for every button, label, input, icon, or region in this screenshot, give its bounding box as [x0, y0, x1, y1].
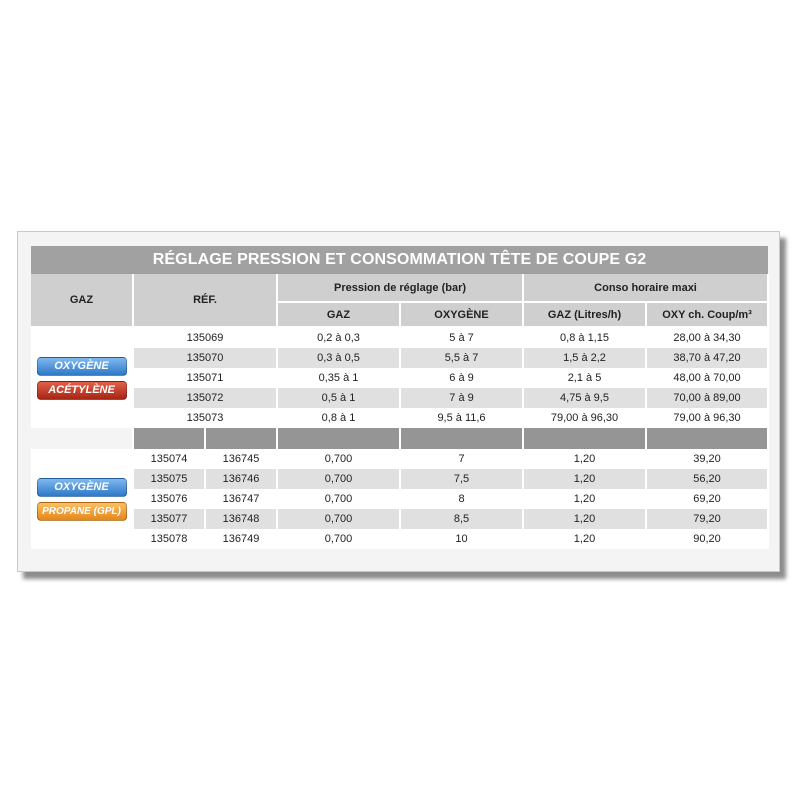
cell-pression-oxy: 5 à 7: [400, 327, 523, 348]
table-row: [31, 348, 768, 368]
settings-table: [31, 274, 769, 549]
header-pression-group: Pression de réglage (bar): [277, 274, 523, 302]
cell-pression-oxy: 8,5: [400, 509, 523, 529]
cell-ref-1: 135076: [133, 489, 205, 509]
cell-pression-oxy: 7 à 9: [400, 388, 523, 408]
table-row: [31, 327, 768, 348]
table-row: [31, 449, 768, 469]
badge-propane: PROPANE (GPL): [37, 502, 127, 521]
cell-conso-oxy: 90,20: [646, 529, 768, 549]
cell-ref-2: 136746: [205, 469, 277, 489]
badge-acetylene: ACÉTYLÈNE: [37, 381, 127, 400]
cell-pression-gaz: 0,5 à 1: [277, 388, 400, 408]
cell-conso-gaz: 0,8 à 1,15: [523, 327, 646, 348]
cell-pression-gaz: 0,3 à 0,5: [277, 348, 400, 368]
gas-badges-acetylene: [31, 327, 133, 428]
cell-ref-2: 136749: [205, 529, 277, 549]
group-separator: [31, 428, 768, 449]
badge-oxygene: OXYGÈNE: [37, 478, 127, 497]
header-conso-group: Conso horaire maxi: [523, 274, 768, 302]
cell-conso-oxy: 28,00 à 34,30: [646, 327, 768, 348]
cell-pression-gaz: 0,700: [277, 469, 400, 489]
cell-conso-oxy: 56,20: [646, 469, 768, 489]
header-ref: RÉF.: [133, 274, 277, 327]
cell-ref: 135069: [133, 327, 277, 348]
table-row: [31, 368, 768, 388]
cell-pression-oxy: 5,5 à 7: [400, 348, 523, 368]
table-card: [17, 231, 780, 572]
cell-pression-gaz: 0,2 à 0,3: [277, 327, 400, 348]
cell-conso-oxy: 48,00 à 70,00: [646, 368, 768, 388]
cell-ref-2: 136747: [205, 489, 277, 509]
cell-pression-oxy: 8: [400, 489, 523, 509]
table-title: RÉGLAGE PRESSION ET CONSOMMATION TÊTE DE COUPE G2: [31, 246, 768, 274]
cell-ref-2: 136745: [205, 449, 277, 469]
cell-conso-gaz: 1,20: [523, 509, 646, 529]
cell-pression-oxy: 10: [400, 529, 523, 549]
cell-conso-oxy: 69,20: [646, 489, 768, 509]
header-gaz: GAZ: [31, 274, 133, 327]
cell-conso-gaz: 1,20: [523, 529, 646, 549]
header-pression-gaz: GAZ: [277, 302, 400, 327]
table-row: [31, 509, 768, 529]
cell-ref-1: 135075: [133, 469, 205, 489]
cell-conso-gaz: 79,00 à 96,30: [523, 408, 646, 428]
cell-pression-oxy: 6 à 9: [400, 368, 523, 388]
cell-pression-gaz: 0,700: [277, 489, 400, 509]
cell-ref: 135070: [133, 348, 277, 368]
cell-ref: 135072: [133, 388, 277, 408]
header-conso-gaz: GAZ (Litres/h): [523, 302, 646, 327]
cell-pression-gaz: 0,700: [277, 449, 400, 469]
cell-ref: 135071: [133, 368, 277, 388]
table-row: [31, 388, 768, 408]
cell-ref-1: 135077: [133, 509, 205, 529]
cell-conso-gaz: 1,20: [523, 489, 646, 509]
cell-ref-2: 136748: [205, 509, 277, 529]
cell-conso-oxy: 39,20: [646, 449, 768, 469]
cell-conso-oxy: 70,00 à 89,00: [646, 388, 768, 408]
cell-conso-gaz: 1,5 à 2,2: [523, 348, 646, 368]
cell-conso-gaz: 4,75 à 9,5: [523, 388, 646, 408]
header-conso-oxy: OXY ch. Coup/m³: [646, 302, 768, 327]
badge-oxygene: OXYGÈNE: [37, 357, 127, 376]
gas-badges-propane: [31, 449, 133, 549]
cell-ref: 135073: [133, 408, 277, 428]
cell-conso-gaz: 1,20: [523, 449, 646, 469]
table-row: [31, 489, 768, 509]
cell-conso-gaz: 2,1 à 5: [523, 368, 646, 388]
table-row: [31, 529, 768, 549]
cell-ref-1: 135078: [133, 529, 205, 549]
cell-pression-oxy: 7: [400, 449, 523, 469]
cell-pression-gaz: 0,8 à 1: [277, 408, 400, 428]
table-row: [31, 469, 768, 489]
cell-pression-oxy: 9,5 à 11,6: [400, 408, 523, 428]
header-pression-oxygene: OXYGÈNE: [400, 302, 523, 327]
table-row: [31, 408, 768, 428]
cell-pression-gaz: 0,35 à 1: [277, 368, 400, 388]
cell-conso-oxy: 79,20: [646, 509, 768, 529]
cell-conso-gaz: 1,20: [523, 469, 646, 489]
cell-conso-oxy: 38,70 à 47,20: [646, 348, 768, 368]
cell-ref-1: 135074: [133, 449, 205, 469]
cell-pression-oxy: 7,5: [400, 469, 523, 489]
cell-conso-oxy: 79,00 à 96,30: [646, 408, 768, 428]
cell-pression-gaz: 0,700: [277, 509, 400, 529]
cell-pression-gaz: 0,700: [277, 529, 400, 549]
